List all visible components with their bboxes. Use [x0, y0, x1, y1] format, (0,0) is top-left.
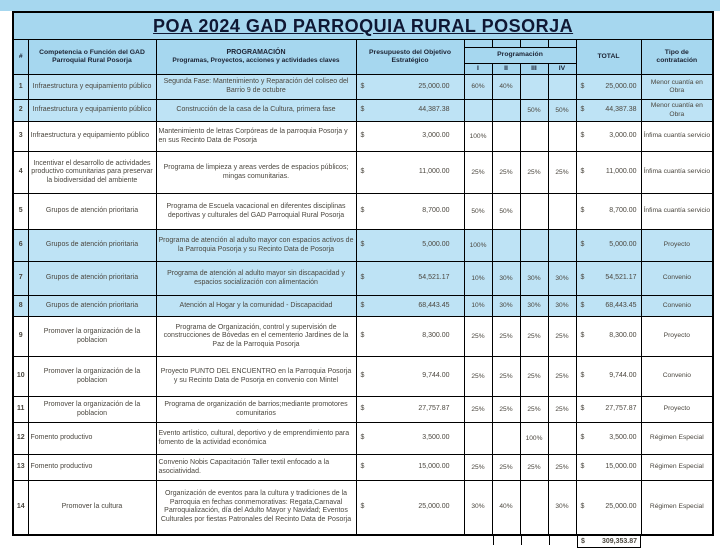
currency-symbol: $	[360, 434, 365, 442]
currency-symbol: $	[580, 207, 585, 215]
quarter-spacer-4	[548, 40, 576, 48]
q4-cell: 25%	[548, 317, 576, 357]
programa-cell: Programa de Escuela vacacional en diferentes disciplinas deportivas y culturales del GAD Parroquial Rural Posorja	[156, 194, 356, 230]
grand-total-cell	[577, 536, 641, 548]
competencia-cell: Grupos de atención prioritaria	[28, 262, 156, 296]
competencia-cell: Infraestructura y equipamiento público	[28, 122, 156, 152]
tipo-contratacion-cell: Convenio	[641, 296, 713, 317]
row-number: 6	[13, 230, 28, 262]
row-number: 13	[13, 455, 28, 481]
competencia-cell: Promover la organización de la poblacion	[28, 397, 156, 423]
presupuesto-cell: $ 8,700.00	[356, 194, 464, 230]
row-number: 7	[13, 262, 28, 296]
currency-symbol: $	[580, 405, 585, 413]
tipo-contratacion-cell: Convenio	[641, 357, 713, 397]
q1-cell: 25%	[464, 455, 492, 481]
total-cell: $ 27,757.87	[576, 397, 641, 423]
quarter-spacer-3	[520, 40, 548, 48]
q4-cell	[548, 423, 576, 455]
q2-cell	[492, 423, 520, 455]
currency-symbol: $	[360, 106, 365, 114]
total-cell: $ 3,000.00	[576, 122, 641, 152]
currency-symbol: $	[580, 503, 585, 511]
currency-symbol: $	[580, 434, 585, 442]
col-header-programacion	[156, 40, 356, 75]
programacion-subtitle: Programas, Proyectos, acciones y actividades claves	[172, 57, 340, 65]
competencia-cell: Grupos de atención prioritaria	[28, 194, 156, 230]
col-header-competencia: Competencia o Función del GAD Parroquial Rural Posorja	[28, 40, 156, 75]
table-row	[13, 100, 713, 122]
q1-cell: 50%	[464, 194, 492, 230]
page-title: POA 2024 GAD PARROQUIA RURAL POSORJA	[13, 12, 713, 40]
tipo-contratacion-cell: Proyecto	[641, 397, 713, 423]
currency-symbol: $	[581, 537, 585, 545]
q1-cell	[464, 100, 492, 122]
tipo-contratacion-cell: Régimen Especial	[641, 455, 713, 481]
col-header-presupuesto: Presupuesto del Objetivo Estratégico	[356, 40, 464, 75]
currency-symbol: $	[360, 503, 365, 511]
competencia-cell: Grupos de atención prioritaria	[28, 296, 156, 317]
q4-cell: 30%	[548, 296, 576, 317]
col-header-q1: I	[464, 64, 492, 75]
tipo-contratacion-cell: Régimen Especial	[641, 423, 713, 455]
currency-symbol: $	[360, 207, 365, 215]
programa-cell: Evento artístico, cultural, deportivo y de emprendimiento para fomento de la actividad económica	[156, 423, 356, 455]
q2-cell	[492, 122, 520, 152]
competencia-cell: Infraestructura y equipamiento público	[28, 75, 156, 100]
table-row	[13, 152, 713, 194]
row-number: 11	[13, 397, 28, 423]
programa-cell: Programa de limpieza y areas verdes de espacios públicos; mingas comunitarias.	[156, 152, 356, 194]
tipo-contratacion-cell: Menor cuantía en Obra	[641, 100, 713, 122]
programa-cell: Mantenimiento de letras Corpóreas de la parroquia Posorja y en sus Recinto Data de Posorja	[156, 122, 356, 152]
row-number: 1	[13, 75, 28, 100]
col-header-total: TOTAL	[576, 40, 641, 75]
q3-cell: 25%	[520, 357, 548, 397]
presupuesto-cell: $ 3,500.00	[356, 423, 464, 455]
total-cell: $ 11,000.00	[576, 152, 641, 194]
q2-cell: 50%	[492, 194, 520, 230]
tipo-contratacion-cell: Proyecto	[641, 317, 713, 357]
currency-symbol: $	[580, 274, 585, 282]
currency-symbol: $	[580, 332, 585, 340]
row-number: 12	[13, 423, 28, 455]
row-number: 9	[13, 317, 28, 357]
presupuesto-cell: $ 11,000.00	[356, 152, 464, 194]
programa-cell: Organización de eventos para la cultura y tradiciones de la Parroquia en fechas conmemorativas: Regata,Carnaval Parroquialización, día del Adulto Mayor y Navidad; Eventos Culturales por fiestas Patronales del Recinto Data de Posorja	[156, 481, 356, 535]
presupuesto-cell: $ 5,000.00	[356, 230, 464, 262]
total-cell: $ 15,000.00	[576, 455, 641, 481]
competencia-cell: Fomento productivo	[28, 423, 156, 455]
q1-cell: 25%	[464, 357, 492, 397]
q4-cell	[548, 230, 576, 262]
currency-symbol: $	[580, 241, 585, 249]
programa-cell: Segunda Fase: Mantenimiento y Reparación del coliseo del Barrio 9 de octubre	[156, 75, 356, 100]
row-number: 14	[13, 481, 28, 535]
presupuesto-cell: $ 3,000.00	[356, 122, 464, 152]
q2-cell: 40%	[492, 481, 520, 535]
tipo-contratacion-cell: Menor cuantía en Obra	[641, 75, 713, 100]
q4-cell	[548, 75, 576, 100]
q1-cell: 25%	[464, 317, 492, 357]
q3-cell	[520, 481, 548, 535]
poa-table	[12, 11, 714, 536]
table-row	[13, 122, 713, 152]
q3-cell	[520, 75, 548, 100]
tipo-contratacion-cell: Proyecto	[641, 230, 713, 262]
currency-symbol: $	[360, 372, 365, 380]
competencia-cell: Incentivar el desarrollo de actividades productivo comunitarias para preservar la biodiversidad del ambiente	[28, 152, 156, 194]
tipo-contratacion-cell: Ínfima cuantía servicio	[641, 194, 713, 230]
grand-total-row	[12, 536, 712, 548]
currency-symbol: $	[580, 106, 585, 114]
tipo-contratacion-cell: Convenio	[641, 262, 713, 296]
programacion-title: PROGRAMACIÓN	[226, 48, 286, 56]
tipo-contratacion-cell: Ínfima cuantía servicio	[641, 122, 713, 152]
page-top-strip	[0, 0, 720, 11]
programacion-group-header: Programación	[464, 48, 576, 64]
q4-cell: 30%	[548, 481, 576, 535]
q3-cell: 50%	[520, 100, 548, 122]
currency-symbol: $	[360, 82, 365, 90]
currency-symbol: $	[360, 332, 365, 340]
table-row	[13, 455, 713, 481]
q1-cell: 30%	[464, 481, 492, 535]
table-row	[13, 230, 713, 262]
table-row	[13, 296, 713, 317]
q1-cell: 10%	[464, 296, 492, 317]
competencia-cell: Fomento productivo	[28, 455, 156, 481]
q3-cell	[520, 194, 548, 230]
q2-cell: 25%	[492, 317, 520, 357]
q4-cell: 25%	[548, 152, 576, 194]
programa-cell: Programa de organización de barrios;mediante promotores comunitarios	[156, 397, 356, 423]
row-number: 4	[13, 152, 28, 194]
q4-cell	[548, 122, 576, 152]
currency-symbol: $	[580, 132, 585, 140]
q1-cell	[464, 423, 492, 455]
q4-cell: 30%	[548, 262, 576, 296]
q4-cell: 25%	[548, 357, 576, 397]
q3-cell: 25%	[520, 455, 548, 481]
presupuesto-cell: $ 25,000.00	[356, 75, 464, 100]
q1-cell: 25%	[464, 152, 492, 194]
q2-cell: 25%	[492, 455, 520, 481]
row-number: 2	[13, 100, 28, 122]
currency-symbol: $	[360, 463, 365, 471]
programa-cell: Programa de atención al adulto mayor con espacios activos de la Parroquia Posorja y su Recinto Data de Posorja	[156, 230, 356, 262]
total-cell: $ 5,000.00	[576, 230, 641, 262]
q1-cell: 25%	[464, 397, 492, 423]
q4-cell: 50%	[548, 100, 576, 122]
total-cell: $ 9,744.00	[576, 357, 641, 397]
total-cell: $ 54,521.17	[576, 262, 641, 296]
q2-cell	[492, 100, 520, 122]
q2-cell: 40%	[492, 75, 520, 100]
col-header-q4: IV	[548, 64, 576, 75]
row-number: 5	[13, 194, 28, 230]
row-number: 8	[13, 296, 28, 317]
tipo-contratacion-cell: Régimen Especial	[641, 481, 713, 535]
q4-cell: 25%	[548, 455, 576, 481]
q2-cell: 25%	[492, 397, 520, 423]
total-cell: $ 25,000.00	[576, 75, 641, 100]
table-row	[13, 357, 713, 397]
table-row	[13, 317, 713, 357]
q3-cell	[520, 122, 548, 152]
presupuesto-cell: $ 44,387.38	[356, 100, 464, 122]
currency-symbol: $	[360, 168, 365, 176]
row-number: 10	[13, 357, 28, 397]
competencia-cell: Promover la cultura	[28, 481, 156, 535]
programa-cell: Programa de atención al adulto mayor sin discapacidad y espacios socialización con alimentación	[156, 262, 356, 296]
competencia-cell: Promover la organización de la poblacion	[28, 317, 156, 357]
currency-symbol: $	[360, 241, 365, 249]
presupuesto-cell: $ 9,744.00	[356, 357, 464, 397]
table-row	[13, 481, 713, 535]
total-cell: $ 68,443.45	[576, 296, 641, 317]
q1-cell: 10%	[464, 262, 492, 296]
col-header-q2: II	[492, 64, 520, 75]
presupuesto-cell: $ 8,300.00	[356, 317, 464, 357]
q1-cell: 100%	[464, 122, 492, 152]
competencia-cell: Promover la organización de la poblacion	[28, 357, 156, 397]
q1-cell: 100%	[464, 230, 492, 262]
currency-symbol: $	[580, 168, 585, 176]
q3-cell: 25%	[520, 317, 548, 357]
currency-symbol: $	[580, 463, 585, 471]
currency-symbol: $	[360, 274, 365, 282]
total-cell: $ 3,500.00	[576, 423, 641, 455]
column-border-stub	[549, 536, 550, 545]
total-cell: $ 25,000.00	[576, 481, 641, 535]
q4-cell: 25%	[548, 397, 576, 423]
column-border-stub	[493, 536, 494, 545]
q4-cell	[548, 194, 576, 230]
currency-symbol: $	[360, 301, 365, 309]
col-header-num: #	[13, 40, 28, 75]
currency-symbol: $	[360, 132, 365, 140]
presupuesto-cell: $ 68,443.45	[356, 296, 464, 317]
column-border-stub	[521, 536, 522, 545]
quarter-spacer-1	[464, 40, 492, 48]
competencia-cell: Grupos de atención prioritaria	[28, 230, 156, 262]
q3-cell: 30%	[520, 262, 548, 296]
total-cell: $ 44,387.38	[576, 100, 641, 122]
tipo-contratacion-cell: Ínfima cuantía servicio	[641, 152, 713, 194]
programa-cell: Convenio Nobis Capacitación Taller textil enfocado a la asociatividad.	[156, 455, 356, 481]
table-row	[13, 397, 713, 423]
presupuesto-cell: $ 27,757.87	[356, 397, 464, 423]
programa-cell: Construcción de la casa de la Cultura, primera fase	[156, 100, 356, 122]
total-cell: $ 8,700.00	[576, 194, 641, 230]
table-row	[13, 75, 713, 100]
currency-symbol: $	[580, 82, 585, 90]
table-row	[13, 262, 713, 296]
q1-cell: 60%	[464, 75, 492, 100]
presupuesto-cell: $ 25,000.00	[356, 481, 464, 535]
table-row	[13, 194, 713, 230]
q2-cell	[492, 230, 520, 262]
competencia-cell: Infraestructura y equipamiento público	[28, 100, 156, 122]
table-row	[13, 423, 713, 455]
grand-total-value: 309,353.87	[601, 537, 637, 545]
presupuesto-cell: $ 15,000.00	[356, 455, 464, 481]
programa-cell: Atención al Hogar y la comunidad - Discapacidad	[156, 296, 356, 317]
q3-cell: 100%	[520, 423, 548, 455]
q2-cell: 30%	[492, 296, 520, 317]
currency-symbol: $	[580, 301, 585, 309]
q2-cell: 25%	[492, 357, 520, 397]
col-header-q3: III	[520, 64, 548, 75]
programa-cell: Programa de Organización, control y supervisión de construcciones de Bóvedas en el cementerio Jardines de la Paz de la Parroquia Posorja	[156, 317, 356, 357]
q3-cell: 25%	[520, 152, 548, 194]
presupuesto-cell: $ 54,521.17	[356, 262, 464, 296]
q2-cell: 30%	[492, 262, 520, 296]
col-header-tipo: Tipo de contratación	[641, 40, 713, 75]
poa-table-sheet	[12, 11, 712, 548]
q3-cell: 25%	[520, 397, 548, 423]
row-number: 3	[13, 122, 28, 152]
programa-cell: Proyecto PUNTO DEL ENCUENTRO en la Parroquia Posorja y su Recinto Data de Posorja en convenio con Mintel	[156, 357, 356, 397]
q3-cell	[520, 230, 548, 262]
q2-cell: 25%	[492, 152, 520, 194]
currency-symbol: $	[580, 372, 585, 380]
q3-cell: 30%	[520, 296, 548, 317]
quarter-spacer-2	[492, 40, 520, 48]
currency-symbol: $	[360, 405, 365, 413]
total-cell: $ 8,300.00	[576, 317, 641, 357]
